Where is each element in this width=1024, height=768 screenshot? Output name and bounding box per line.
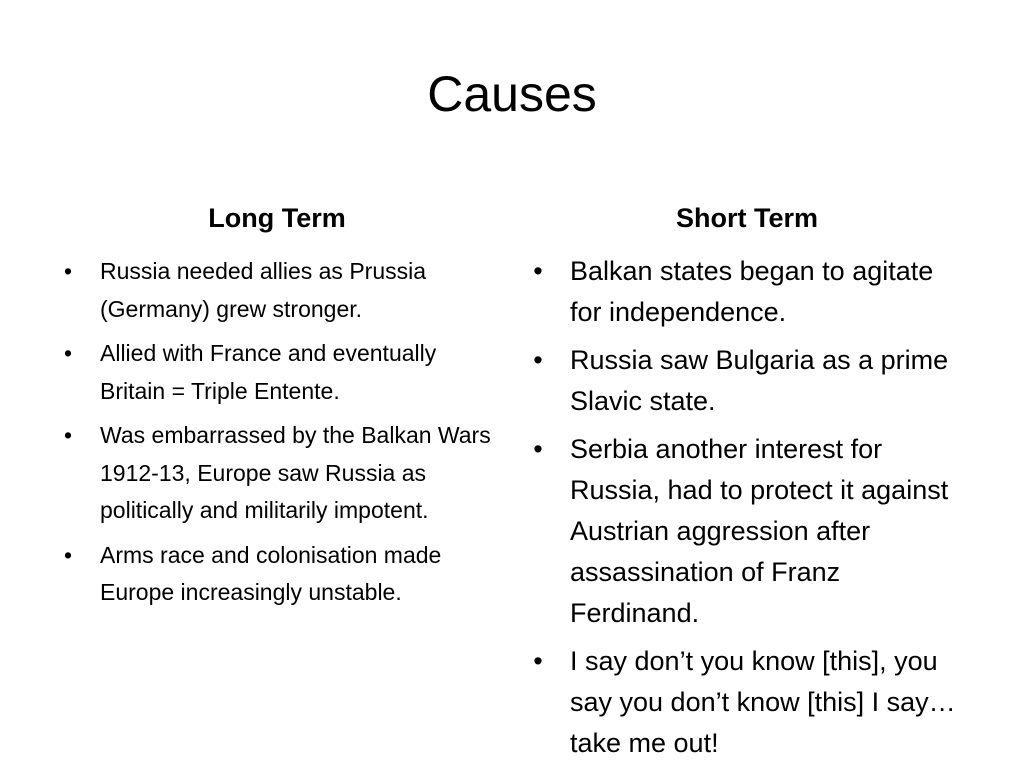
long-term-list (52, 253, 502, 619)
list-item-text: Allied with France and eventually Britain = Triple Entente. (100, 340, 437, 404)
bullet-icon: • (63, 422, 73, 448)
list-item-text: I say don’t you know [this], you say you don’t know [this] I say…take me out! (570, 646, 956, 758)
bullet-icon: • (63, 541, 73, 568)
bullet-icon: • (533, 345, 543, 375)
list-item (522, 641, 972, 764)
long-term-heading: Long Term (208, 203, 346, 233)
list-item (522, 251, 972, 333)
bullet-icon: • (63, 258, 73, 284)
list-item-text: Arms race and colonisation made Europe increasingly unstable. (100, 541, 442, 605)
list-item (52, 253, 502, 328)
list-item-text: Was embarrassed by the Balkan Wars 1912-13, Europe saw Russia as politically and militarily impotent. (100, 422, 491, 523)
bullet-icon: • (533, 256, 543, 286)
list-item (522, 429, 972, 634)
list-item (52, 417, 502, 530)
bullet-icon: • (533, 434, 543, 464)
bullet-icon: • (533, 646, 543, 676)
list-item-text: Balkan states began to agitate for independence. (570, 256, 934, 327)
list-item-text: Russia needed allies as Prussia (Germany) grew stronger. (100, 258, 427, 322)
short-term-heading: Short Term (675, 203, 818, 233)
list-item (52, 537, 502, 612)
bullet-icon: • (63, 340, 73, 366)
list-item (522, 340, 972, 422)
list-item-text: Russia saw Bulgaria as a prime Slavic state. (570, 345, 949, 416)
list-item (52, 335, 502, 410)
slide-title: Causes (427, 66, 597, 122)
short-term-list (522, 251, 972, 768)
list-item-text: Serbia another interest for Russia, had to protect it against Austrian aggression after assassination of Franz Ferdinand. (570, 434, 949, 628)
